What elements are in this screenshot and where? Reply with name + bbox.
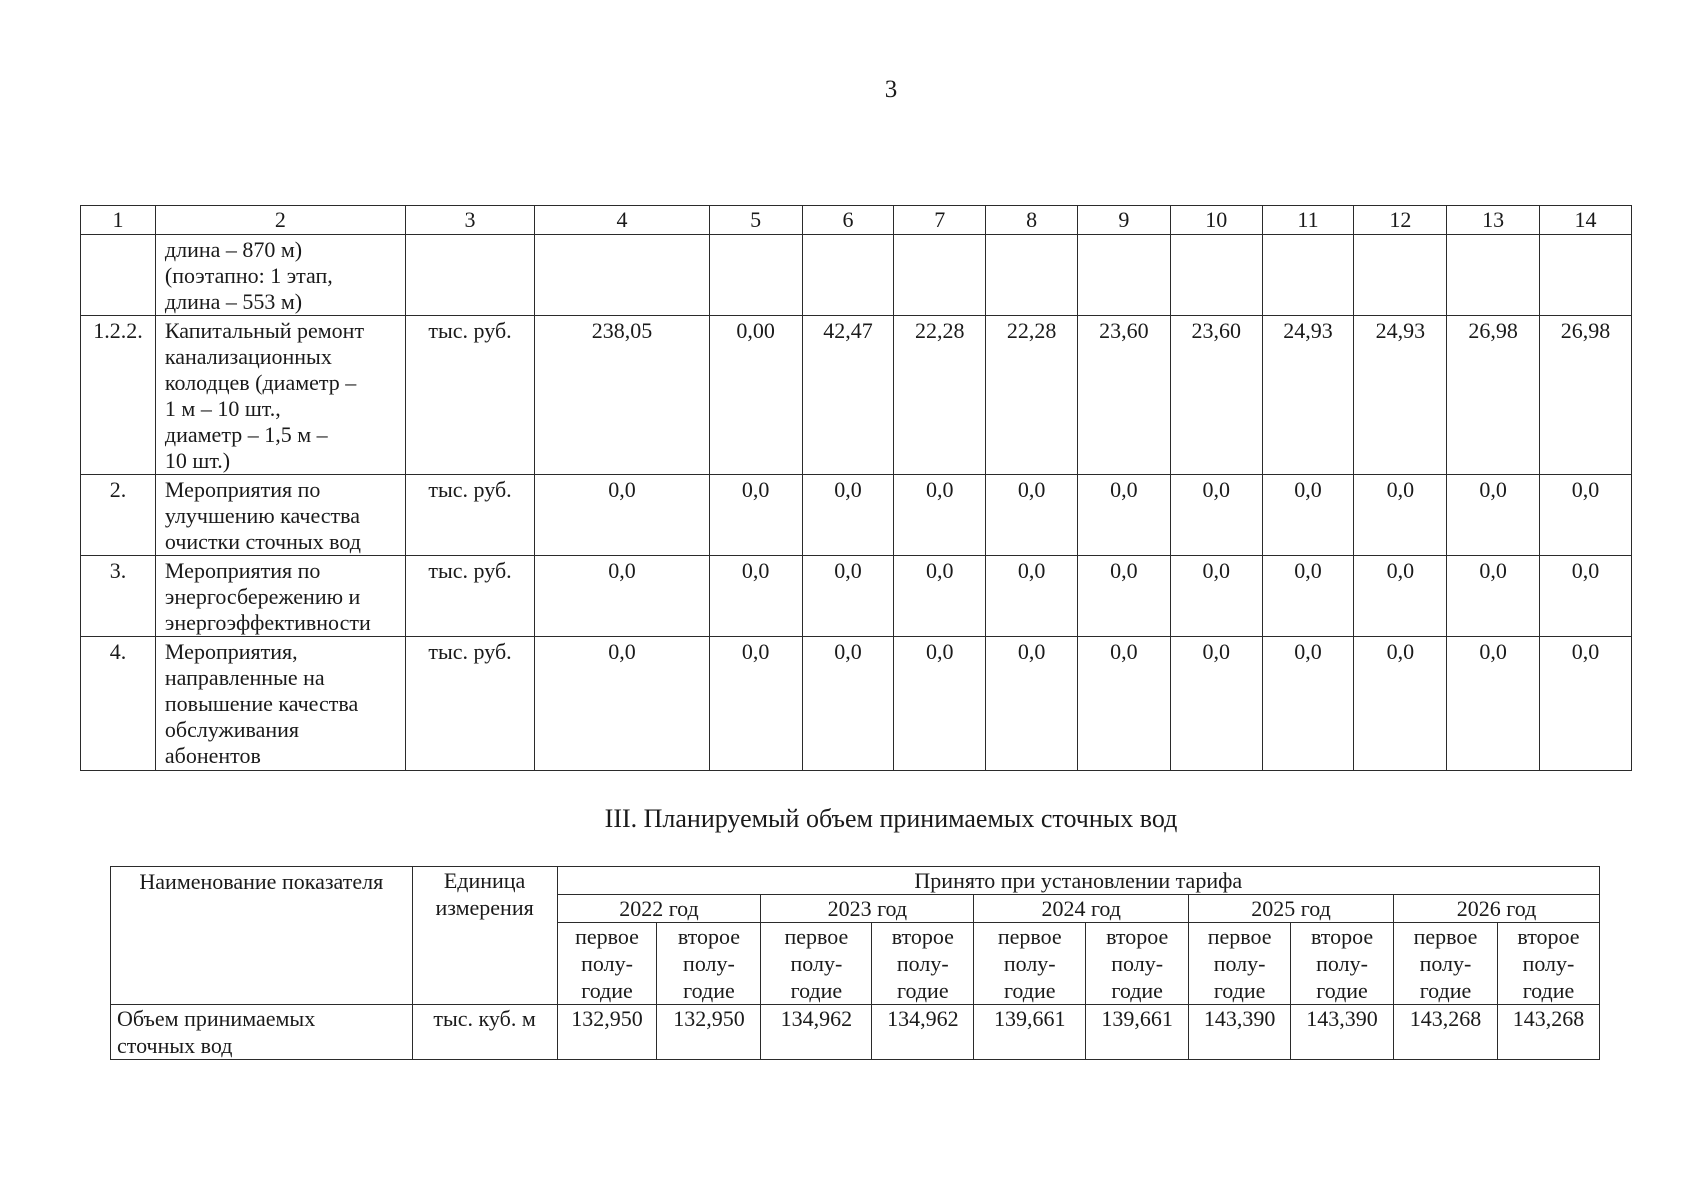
value-cell: 0,00 — [709, 316, 802, 475]
cell-line: диаметр – 1,5 м – — [164, 422, 328, 447]
header-row — [111, 867, 1600, 895]
unit-cell: тыс. руб. — [405, 556, 535, 637]
measure-name — [155, 316, 405, 475]
cell-line: годие — [1419, 978, 1472, 1003]
table-row — [81, 556, 1632, 637]
value-cell: 143,390 — [1189, 1005, 1291, 1060]
cell-line: полу- — [683, 951, 735, 976]
value-cell: 0,0 — [1354, 556, 1447, 637]
value-cell — [535, 235, 709, 316]
cell-line: очистки сточных вод — [164, 529, 361, 554]
cell-line: полу- — [1316, 951, 1368, 976]
value-cell: 134,962 — [872, 1005, 974, 1060]
column-number: 14 — [1540, 206, 1632, 235]
half-first-header — [761, 923, 872, 1005]
value-cell: 0,0 — [802, 637, 894, 771]
value-cell — [1077, 235, 1170, 316]
measures-table — [80, 205, 1632, 771]
cell-line: полу- — [581, 951, 633, 976]
value-cell: 0,0 — [802, 475, 894, 556]
column-number: 12 — [1354, 206, 1447, 235]
column-number: 6 — [802, 206, 894, 235]
unit-cell: тыс. руб. — [405, 637, 535, 771]
cell-line: годие — [1213, 978, 1266, 1003]
value-cell: 0,0 — [802, 556, 894, 637]
value-cell: 42,47 — [802, 316, 894, 475]
measure-name — [155, 235, 405, 316]
value-cell: 238,05 — [535, 316, 709, 475]
cell-line: канализационных — [164, 344, 332, 369]
value-cell: 0,0 — [535, 475, 709, 556]
half-second-header — [1291, 923, 1394, 1005]
value-cell: 0,0 — [894, 637, 986, 771]
measure-name — [155, 556, 405, 637]
measure-name — [155, 475, 405, 556]
cell-line: колодцев (диаметр – — [164, 370, 357, 395]
cell-line: энергоэффективности — [164, 610, 371, 635]
value-cell: 0,0 — [1447, 637, 1540, 771]
cell-line: длина – 870 м) — [164, 237, 303, 262]
column-number: 7 — [894, 206, 986, 235]
header-unit — [412, 867, 557, 1005]
unit-cell — [405, 235, 535, 316]
cell-line: годие — [581, 978, 633, 1003]
row-number: 4. — [81, 637, 156, 771]
cell-line: полу- — [1419, 951, 1472, 976]
value-cell: 0,0 — [1354, 475, 1447, 556]
row-number: 1.2.2. — [81, 316, 156, 475]
cell-line: годие — [1316, 978, 1368, 1003]
cell-line: годие — [1111, 978, 1163, 1003]
cell-line: повышение качества — [164, 691, 359, 716]
value-cell: 0,0 — [1540, 475, 1632, 556]
value-cell: 0,0 — [1262, 475, 1354, 556]
cell-line: Единица — [443, 868, 526, 893]
column-number: 1 — [81, 206, 156, 235]
unit-cell: тыс. руб. — [405, 316, 535, 475]
column-number: 11 — [1262, 206, 1354, 235]
value-cell: 22,28 — [894, 316, 986, 475]
year-header: 2022 год — [557, 895, 761, 923]
half-first-header — [1189, 923, 1291, 1005]
value-cell: 22,28 — [986, 316, 1078, 475]
value-cell: 0,0 — [1170, 475, 1262, 556]
cell-line: длина – 553 м) — [164, 289, 303, 314]
value-cell: 0,0 — [1262, 637, 1354, 771]
value-cell: 143,268 — [1497, 1005, 1599, 1060]
value-cell: 0,0 — [1170, 556, 1262, 637]
cell-line: Мероприятия, — [164, 639, 298, 664]
cell-line: второе — [1517, 924, 1580, 949]
value-cell — [1354, 235, 1447, 316]
cell-line: первое — [997, 924, 1062, 949]
value-cell: 23,60 — [1077, 316, 1170, 475]
year-header: 2023 год — [761, 895, 974, 923]
cell-line: обслуживания — [164, 717, 300, 742]
year-header: 2024 год — [974, 895, 1189, 923]
table-row — [81, 637, 1632, 771]
half-second-header — [657, 923, 761, 1005]
value-cell: 0,0 — [1354, 637, 1447, 771]
value-cell: 0,0 — [1077, 637, 1170, 771]
value-cell: 23,60 — [1170, 316, 1262, 475]
cell-line: годие — [683, 978, 735, 1003]
value-cell: 0,0 — [1540, 637, 1632, 771]
cell-line: первое — [1207, 924, 1272, 949]
value-cell: 0,0 — [986, 637, 1078, 771]
table-row — [81, 235, 1632, 316]
half-first-header — [1394, 923, 1498, 1005]
cell-line: полу- — [1522, 951, 1575, 976]
cell-line: сточных вод — [117, 1033, 233, 1058]
value-cell: 132,950 — [657, 1005, 761, 1060]
cell-line: Объем принимаемых — [117, 1006, 316, 1031]
measure-name — [155, 637, 405, 771]
value-cell: 0,0 — [894, 475, 986, 556]
cell-line: измерения — [435, 895, 534, 920]
value-cell: 0,0 — [709, 475, 802, 556]
value-cell: 0,0 — [535, 556, 709, 637]
indicator-name — [111, 1005, 413, 1060]
cell-line: годие — [1522, 978, 1575, 1003]
unit-cell: тыс. куб. м — [412, 1005, 557, 1060]
header-name: Наименование показателя — [111, 867, 413, 1005]
cell-line: энергосбережению и — [164, 584, 361, 609]
cell-line: (поэтапно: 1 этап, — [164, 263, 333, 288]
value-cell: 0,0 — [1077, 556, 1170, 637]
half-second-header — [872, 923, 974, 1005]
value-cell — [986, 235, 1078, 316]
value-cell: 143,268 — [1394, 1005, 1498, 1060]
cell-line: Мероприятия по — [164, 477, 321, 502]
value-cell: 0,0 — [986, 475, 1078, 556]
value-cell: 24,93 — [1262, 316, 1354, 475]
column-number: 9 — [1077, 206, 1170, 235]
header-group: Принято при установлении тарифа — [557, 867, 1599, 895]
value-cell: 0,0 — [986, 556, 1078, 637]
column-number: 10 — [1170, 206, 1262, 235]
value-cell: 0,0 — [894, 556, 986, 637]
value-cell: 0,0 — [709, 556, 802, 637]
cell-line: 1 м – 10 шт., — [164, 396, 281, 421]
value-cell: 0,0 — [1170, 637, 1262, 771]
cell-line: первое — [784, 924, 849, 949]
cell-line: второе — [1106, 924, 1169, 949]
cell-line: второе — [677, 924, 741, 949]
cell-line: второе — [1310, 924, 1374, 949]
cell-line: полу- — [790, 951, 843, 976]
cell-line: полу- — [1213, 951, 1266, 976]
value-cell — [894, 235, 986, 316]
table-row — [81, 475, 1632, 556]
value-cell: 143,390 — [1291, 1005, 1394, 1060]
value-cell: 24,93 — [1354, 316, 1447, 475]
value-cell: 0,0 — [1540, 556, 1632, 637]
cell-line: годие — [1003, 978, 1056, 1003]
year-header: 2026 год — [1394, 895, 1600, 923]
value-cell: 0,0 — [1262, 556, 1354, 637]
value-cell — [709, 235, 802, 316]
half-first-header — [557, 923, 657, 1005]
value-cell: 26,98 — [1540, 316, 1632, 475]
value-cell — [802, 235, 894, 316]
page-number: 3 — [884, 76, 898, 103]
column-number: 13 — [1447, 206, 1540, 235]
table-row — [81, 316, 1632, 475]
cell-line: улучшению качества — [164, 503, 361, 528]
column-number: 5 — [709, 206, 802, 235]
value-cell: 26,98 — [1447, 316, 1540, 475]
value-cell: 0,0 — [1447, 556, 1540, 637]
column-number: 2 — [155, 206, 405, 235]
cell-line: 10 шт.) — [164, 448, 231, 473]
table-row — [111, 1005, 1600, 1060]
row-number — [81, 235, 156, 316]
value-cell: 0,0 — [1077, 475, 1170, 556]
cell-line: годие — [790, 978, 843, 1003]
value-cell — [1262, 235, 1354, 316]
column-number: 4 — [535, 206, 709, 235]
value-cell: 132,950 — [557, 1005, 657, 1060]
value-cell — [1447, 235, 1540, 316]
year-header: 2025 год — [1189, 895, 1394, 923]
cell-line: Мероприятия по — [164, 558, 321, 583]
cell-line: Капитальный ремонт — [164, 318, 365, 343]
cell-line: полу- — [1003, 951, 1056, 976]
value-cell: 0,0 — [535, 637, 709, 771]
cell-line: полу- — [1111, 951, 1164, 976]
value-cell — [1540, 235, 1632, 316]
value-cell — [1170, 235, 1262, 316]
value-cell: 0,0 — [709, 637, 802, 771]
cell-line: второе — [891, 924, 954, 949]
half-first-header — [974, 923, 1086, 1005]
cell-line: абонентов — [164, 743, 261, 768]
cell-line: годие — [897, 978, 949, 1003]
half-second-header — [1086, 923, 1189, 1005]
cell-line: первое — [575, 924, 639, 949]
row-number: 2. — [81, 475, 156, 556]
unit-cell: тыс. руб. — [405, 475, 535, 556]
value-cell: 0,0 — [1447, 475, 1540, 556]
value-cell: 139,661 — [1086, 1005, 1189, 1060]
value-cell: 134,962 — [761, 1005, 872, 1060]
wastewater-volume-table — [110, 866, 1600, 1060]
column-number: 8 — [986, 206, 1078, 235]
column-number: 3 — [405, 206, 535, 235]
cell-line: направленные на — [164, 665, 325, 690]
half-second-header — [1497, 923, 1599, 1005]
value-cell: 139,661 — [974, 1005, 1086, 1060]
cell-line: первое — [1413, 924, 1478, 949]
row-number: 3. — [81, 556, 156, 637]
cell-line: полу- — [896, 951, 949, 976]
section-title: III. Планируемый объем принимаемых сточных вод — [604, 804, 1178, 833]
column-number-row — [81, 206, 1632, 235]
